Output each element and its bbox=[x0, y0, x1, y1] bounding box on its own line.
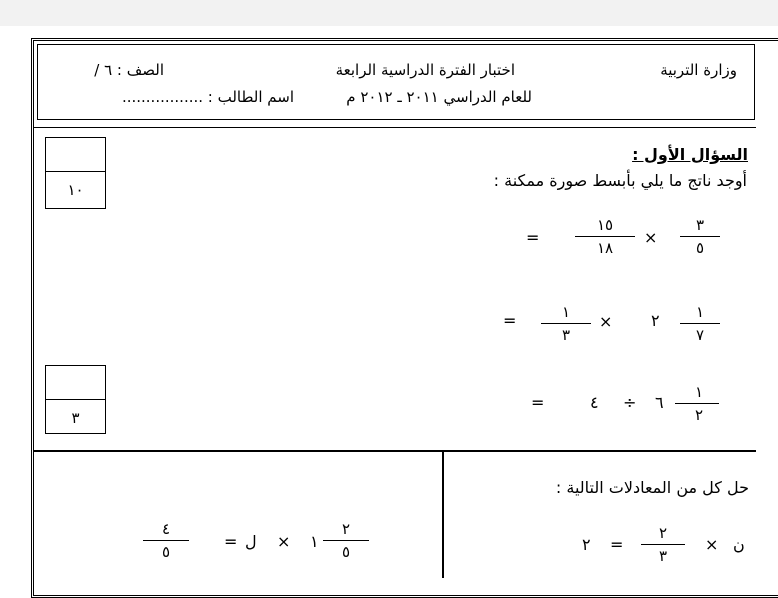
p1-frac-b bbox=[583, 214, 627, 257]
p3-equals: = bbox=[531, 393, 545, 412]
e2-whole: ١ bbox=[310, 532, 319, 551]
e2-rhs-frac bbox=[146, 518, 186, 561]
q1-instruction: أوجد ناتج ما يلي بأبسط صورة ممكنة : bbox=[493, 171, 747, 190]
p1-equals: = bbox=[526, 228, 540, 247]
p3-frac-a bbox=[679, 381, 719, 424]
p2-a-num: ١ bbox=[695, 303, 705, 321]
exam-title: اختبار الفترة الدراسية الرابعة bbox=[335, 61, 515, 79]
e1-den: ٣ bbox=[658, 547, 668, 565]
header-box bbox=[37, 44, 755, 120]
grade-label: الصف : ٦ / bbox=[94, 61, 164, 79]
p3-a-num: ١ bbox=[694, 383, 704, 401]
p2-equals: = bbox=[503, 311, 517, 330]
q1-title: السؤال الأول : bbox=[632, 145, 748, 164]
p3-whole: ٦ bbox=[655, 393, 664, 412]
e1-num: ٢ bbox=[658, 524, 668, 542]
score-box-q1-sub bbox=[45, 365, 106, 434]
divider-q2 bbox=[34, 450, 756, 452]
divider-vertical-q2 bbox=[442, 450, 444, 578]
p3-divisor: ٤ bbox=[590, 393, 599, 412]
p2-a-den: ٧ bbox=[695, 326, 705, 344]
p1-a-num: ٣ bbox=[695, 216, 705, 234]
p2-operator: × bbox=[599, 312, 613, 331]
e2-frac bbox=[326, 518, 366, 561]
exam-frame bbox=[31, 38, 778, 598]
e1-equals: = bbox=[610, 535, 624, 554]
e1-variable: ن bbox=[733, 535, 745, 554]
p3-operator: ÷ bbox=[623, 393, 637, 412]
p2-frac-b bbox=[546, 301, 586, 344]
score-q1-total: ١٠ bbox=[67, 181, 84, 199]
academic-year: للعام الدراسي ٢٠١١ ـ ٢٠١٢ م bbox=[346, 88, 532, 106]
top-band bbox=[0, 0, 778, 26]
e1-frac bbox=[643, 522, 683, 565]
divider-header bbox=[34, 127, 756, 128]
e1-operator: × bbox=[705, 535, 719, 554]
score-box-q1 bbox=[45, 137, 106, 209]
p2-b-den: ٣ bbox=[561, 326, 571, 344]
e2-rhs-den: ٥ bbox=[161, 543, 171, 561]
ministry-label: وزارة التربية bbox=[660, 61, 737, 79]
student-name-field: اسم الطالب : ................. bbox=[121, 88, 294, 106]
e2-num: ٢ bbox=[341, 520, 351, 538]
p2-b-num: ١ bbox=[561, 303, 571, 321]
e1-rhs: ٢ bbox=[582, 535, 591, 554]
score-q1-sub: ٣ bbox=[71, 409, 80, 427]
p1-a-den: ٥ bbox=[695, 239, 705, 257]
e2-rhs-num: ٤ bbox=[161, 520, 171, 538]
p2-whole: ٢ bbox=[651, 311, 660, 330]
p3-a-den: ٢ bbox=[694, 406, 704, 424]
q2-instruction: حل كل من المعادلات التالية : bbox=[555, 478, 749, 497]
p2-frac-a bbox=[680, 301, 720, 344]
e2-operator: × bbox=[277, 532, 291, 551]
p1-operator: × bbox=[644, 228, 658, 247]
e2-equals: = bbox=[224, 532, 238, 551]
e2-den: ٥ bbox=[341, 543, 351, 561]
p1-frac-a bbox=[680, 214, 720, 257]
p1-b-num: ١٥ bbox=[596, 216, 614, 234]
e2-variable: ل bbox=[245, 532, 257, 551]
p1-b-den: ١٨ bbox=[596, 239, 614, 257]
